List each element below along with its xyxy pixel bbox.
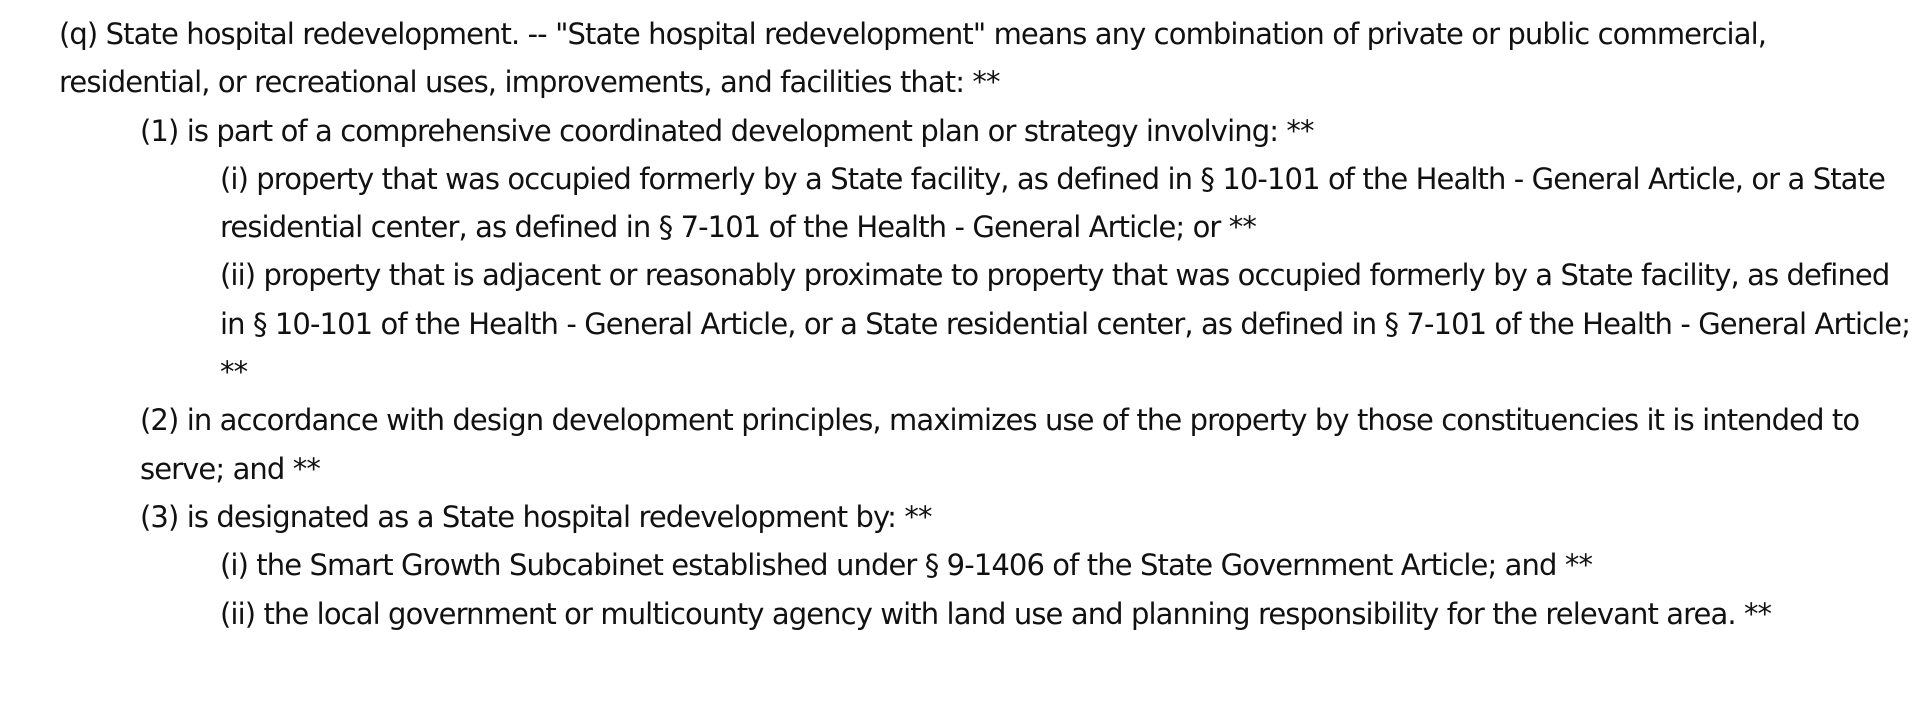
item-3-designation: (3) is designated as a State hospital redevelopment by: ** [140,499,932,534]
item-1-development-plan: (1) is part of a comprehensive coordinated development plan or strategy involving: ** [140,113,1314,148]
item-2-design-principles: (2) in accordance with design development principles, maximizes use of the property by those constituencies it is intended to serve; and ** [140,403,1860,486]
item-1-ii-adjacent-property: (ii) property that is adjacent or reasonably proximate to property that was occupied formerly by a State facility, as defined in § 10-101 of the Health - General Article, or a State residential center, as defined in § 7-101 of the Health - General Article; ** [220,258,1911,390]
statute-text [59,10,1911,638]
item-1-i-former-state-facility: (i) property that was occupied formerly by a State facility, as defined in § 10-101 of the Health - General Article, or a State residential center, as defined in § 7-101 of the Health - General Article; or ** [220,161,1885,245]
subsection-q-definition: (q) State hospital redevelopment. -- "State hospital redevelopment" means any combination of private or public commercial, residential, or recreational uses, improvements, and facilities that: ** [59,17,1767,100]
item-3-ii-local-government: (ii) the local government or multicounty agency with land use and planning responsibility for the relevant area. ** [220,596,1772,631]
item-3-i-smart-growth-subcabinet: (i) the Smart Growth Subcabinet established under § 9-1406 of the State Government Article; and ** [220,548,1593,583]
